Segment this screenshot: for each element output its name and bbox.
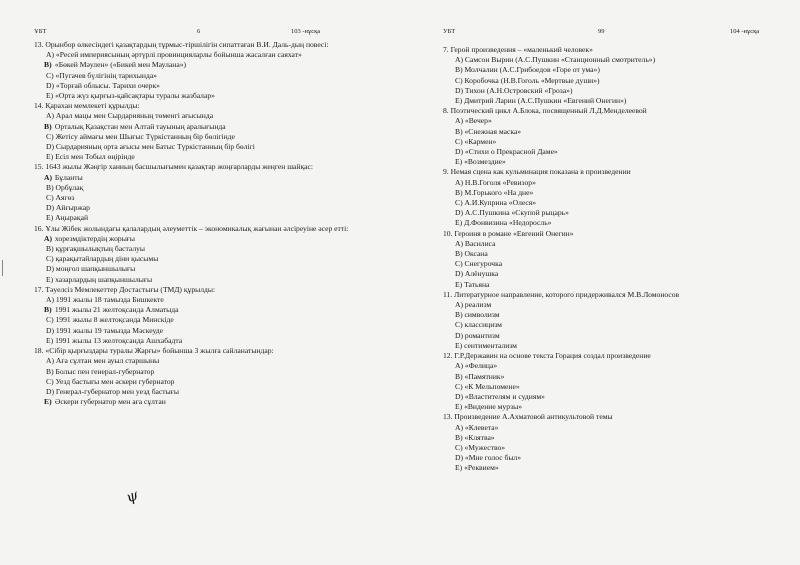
answer-option <box>455 96 783 106</box>
option-text: Е) «Реквием» <box>455 463 499 473</box>
question <box>443 45 783 55</box>
answer-option <box>46 326 374 336</box>
option-text: А) Самсон Вырин (А.С.Пушкин «Станционный смотритель») <box>455 55 656 65</box>
right-header-page-number: 99 <box>598 28 605 35</box>
option-text: С) Жетісу аймағы мен Шығыс Түркістанның бір бөлігінде <box>46 131 235 141</box>
question-number: 17. <box>34 284 44 294</box>
option-text: D) романтизм <box>455 330 500 340</box>
answer-option <box>455 86 783 96</box>
left-header-page-number: 6 <box>197 28 201 35</box>
question-number: 12. <box>443 351 453 361</box>
answer-option <box>455 65 783 75</box>
answer-option <box>46 356 374 366</box>
question <box>443 290 783 300</box>
question-text: Произведение А.Ахматовой антикультовой темы <box>454 412 613 422</box>
option-text: В) Орбұлақ <box>46 182 84 192</box>
question-text: Ұлы Жібек жолындағы қалалардың әлеуметтік – экономикалық жағынан әлсіреуіне әсер етті: <box>45 223 349 233</box>
answer-option <box>46 111 374 121</box>
answer-option-marked <box>44 173 374 183</box>
option-text: D) Айғыржар <box>46 203 90 213</box>
option-text: С) Аягөз <box>46 193 75 203</box>
option-text: Әскери губернатор мен аға сұлтан <box>54 397 166 407</box>
question-number: 16. <box>34 223 44 233</box>
question <box>34 40 374 50</box>
answer-option <box>455 198 783 208</box>
answer-option <box>46 132 374 142</box>
answer-option <box>46 183 374 193</box>
question-number: 7. <box>443 45 449 54</box>
answer-option <box>455 116 783 126</box>
answer-option <box>455 157 783 167</box>
option-text: В) «Снежная маска» <box>455 126 522 136</box>
handwritten-answer-mark: Е) <box>44 397 52 407</box>
answer-option <box>455 127 783 137</box>
answer-option <box>455 147 783 157</box>
question-text: Тәуелсіз Мемлекеттер Достастығы (ТМД) құрылды: <box>45 284 216 294</box>
option-text: С) қарақытайлардың діни қысымы <box>46 254 159 264</box>
option-text: С) Уезд бастығы мен әскери губернатор <box>46 376 175 386</box>
option-text: С) «Кармен» <box>455 136 497 146</box>
option-text: А) 1991 жылы 18 тамызда Бишкекте <box>46 295 164 305</box>
answer-option <box>455 178 783 188</box>
answer-option <box>455 76 783 86</box>
option-text: «Бөкей Мәулен» («Бикей мен Маулана») <box>54 60 187 70</box>
question <box>443 351 783 361</box>
option-text: А) «Клевета» <box>455 422 499 432</box>
option-text: С) «Пугачев бүлігінің тарихында» <box>46 70 157 80</box>
answer-option <box>455 55 783 65</box>
answer-option <box>46 387 374 397</box>
option-text: Е) «Орта жүз қырғыз-қайсақтары туралы жазбалар» <box>46 91 215 101</box>
question-number: 13. <box>443 412 453 422</box>
handwritten-answer-mark: В) <box>44 60 52 70</box>
question <box>34 162 374 172</box>
option-text: D) «Стихи о Прекрасной Даме» <box>455 147 558 157</box>
answer-option <box>455 433 783 443</box>
handwritten-answer-mark: А) <box>44 233 53 243</box>
option-text: Е) «Возмездие» <box>455 157 506 167</box>
option-text: Е) хазарлардың шапқыншылығы <box>46 274 153 284</box>
answer-option <box>46 377 374 387</box>
question <box>34 285 374 295</box>
option-text: 1991 жылы 21 желтоқсанда Алматыда <box>54 305 179 315</box>
option-text: А) Н.В.Гоголя «Ревизор» <box>455 177 536 187</box>
option-text: В) құрғақшылықтың басталуы <box>46 244 146 254</box>
answer-option-marked <box>44 305 374 315</box>
answer-option <box>455 443 783 453</box>
question <box>443 412 783 422</box>
answer-option <box>46 275 374 285</box>
option-text: D) Алёнушка <box>455 269 499 279</box>
option-text: D) «Мне голос был» <box>455 453 522 463</box>
answer-option <box>455 392 783 402</box>
answer-option <box>46 193 374 203</box>
question-number: 14. <box>34 101 44 111</box>
option-text: С) А.И.Куприна «Олеся» <box>455 198 537 208</box>
answer-option <box>455 423 783 433</box>
option-text: Е) Дмитрий Ларин (А.С.Пушкин «Евгений Онегин») <box>455 96 627 106</box>
answer-option <box>46 315 374 325</box>
option-text: Е) сентиментализм <box>455 340 517 350</box>
answer-option-marked <box>44 234 374 244</box>
option-text: В) Оксана <box>455 249 488 259</box>
page-edge-mark <box>2 260 3 276</box>
question-text: 1643 жылы Жәңгір ханның басшылығымен қазақтар жоңғарларды жеңген шайқас: <box>45 162 314 172</box>
option-text: С) классицизм <box>455 320 502 330</box>
answer-option <box>46 213 374 223</box>
right-header-left: УБТ <box>443 28 456 35</box>
answer-option <box>46 142 374 152</box>
option-text: D) «Торғай облысы. Тарихи очерк» <box>46 80 160 90</box>
question <box>443 106 783 116</box>
question-text: «Сібір қырғыздары туралы Жарғы» бойынша 3 жылға сайланатындар: <box>45 346 274 356</box>
option-text: D) Сырдарияның орта ағысы мен Батыс Түркістанның бір бөлігі <box>46 142 255 152</box>
question-text: Қарахан мемлекеті құрылды: <box>45 101 140 111</box>
answer-option <box>46 336 374 346</box>
question-number: 10. <box>443 228 453 238</box>
question-text: Герой произведения – «маленький человек» <box>450 45 593 54</box>
question-number: 13. <box>34 40 44 49</box>
question-text: Орынбор өлкесіндегі қазақтардың тұрмыс-тіршілігін сипаттаған В.И. Даль-дың повесі: <box>45 40 329 49</box>
option-text: С) 1991 жылы 8 желтоқсанда Минскіде <box>46 315 174 325</box>
option-text: В) «Памятник» <box>455 371 505 381</box>
answer-option <box>455 361 783 371</box>
answer-option <box>455 259 783 269</box>
option-text: Е) Татьяна <box>455 279 490 289</box>
option-text: D) моңғол шапқыншылығы <box>46 264 136 274</box>
option-text: D) «Властителям и судиям» <box>455 391 545 401</box>
option-text: D) 1991 жылы 19 тамызда Мәскеуде <box>46 325 164 335</box>
answer-option <box>455 382 783 392</box>
question <box>34 224 374 234</box>
question <box>443 229 783 239</box>
answer-option <box>46 71 374 81</box>
question-number: 11. <box>443 289 453 299</box>
question-number: 18. <box>34 346 44 356</box>
option-text: В) Молчалин (А.С.Грибоедов «Горе от ума») <box>455 65 600 75</box>
answer-option <box>46 295 374 305</box>
question-text: Г.Р.Державин на основе текста Горация создал произведение <box>454 351 651 361</box>
answer-option <box>455 269 783 279</box>
left-question-list <box>34 40 374 407</box>
question-number: 8. <box>443 106 449 116</box>
answer-option <box>455 300 783 310</box>
option-text: А) «Вечер» <box>455 116 492 126</box>
answer-option-marked <box>44 122 374 132</box>
answer-option <box>46 264 374 274</box>
option-text: А) реализм <box>455 300 492 310</box>
option-text: D) А.С.Пушкина «Скупой рыцарь» <box>455 208 569 218</box>
option-text: Е) Аңырақай <box>46 213 89 223</box>
option-text: В) «Клятва» <box>455 432 495 442</box>
right-question-list <box>443 45 783 474</box>
right-page <box>400 0 800 565</box>
option-text: хорезмдіктердің жорығы <box>54 233 136 243</box>
answer-option <box>46 203 374 213</box>
answer-option <box>455 402 783 412</box>
option-text: А) Арал мацы мен Сырдарияның төменгі ағысында <box>46 111 214 121</box>
answer-option <box>46 244 374 254</box>
option-text: А) Василиса <box>455 238 496 248</box>
option-text: С) Снегурочка <box>455 259 503 269</box>
handwritten-answer-mark: В) <box>44 121 52 131</box>
answer-option-marked <box>44 60 374 70</box>
question-text: Поэтический цикл А.Блока, посвященный Л.Д.Менделеевой <box>450 106 647 116</box>
right-header-variant: 104 -нұсқа <box>730 28 760 35</box>
answer-option <box>455 372 783 382</box>
answer-option <box>46 367 374 377</box>
question-text: Немая сцена как кульминация показана в произведении <box>450 167 631 177</box>
option-text: Бұланты <box>54 172 83 182</box>
option-text: D) Генерал-губернатор мен уезд бастығы <box>46 386 179 396</box>
left-header-left: ҰБТ <box>34 28 47 35</box>
option-text: D) Тихон (А.Н.Островский «Гроза») <box>455 85 573 95</box>
answer-option <box>455 453 783 463</box>
option-text: Е) 1991 жылы 13 желтоқсанда Ашхабадта <box>46 335 183 345</box>
question <box>34 346 374 356</box>
answer-option <box>455 208 783 218</box>
answer-option <box>46 254 374 264</box>
answer-option <box>46 81 374 91</box>
left-header-variant: 103 -нұсқа <box>291 28 321 35</box>
option-text: С) «К Мельпомене» <box>455 381 520 391</box>
answer-option <box>455 188 783 198</box>
question-number: 15. <box>34 162 44 172</box>
answer-option <box>455 239 783 249</box>
answer-option <box>455 218 783 228</box>
option-text: С) «Мужество» <box>455 442 506 452</box>
answer-option <box>455 280 783 290</box>
question-text: Героиня в романе «Евгений Онегин» <box>454 228 574 238</box>
handwritten-answer-mark: В) <box>44 305 52 315</box>
answer-option-marked <box>44 397 374 407</box>
answer-option <box>46 91 374 101</box>
option-text: А) «Фелица» <box>455 361 498 371</box>
question-number: 9. <box>443 167 449 177</box>
answer-option <box>455 310 783 320</box>
answer-option <box>46 152 374 162</box>
option-text: В) Болыс пен генерал-губернатор <box>46 366 155 376</box>
question-text: Литературное направление, которого придерживался М.В.Ломоносов <box>454 289 680 299</box>
option-text: С) Коробочка (Н.В.Гоголь «Мертвые души») <box>455 75 600 85</box>
answer-option <box>455 341 783 351</box>
answer-option <box>455 320 783 330</box>
answer-option <box>46 50 374 60</box>
option-text: А) «Ресей империясының әртүрлі провинцияларлы бойынша жасалған саяхат» <box>46 50 302 60</box>
option-text: Е) Д.Фонвизина «Недоросль» <box>455 218 552 228</box>
answer-option <box>455 463 783 473</box>
handwritten-answer-mark: А) <box>44 172 53 182</box>
option-text: Е) «Видение мурзы» <box>455 402 523 412</box>
question <box>34 101 374 111</box>
handwritten-mark: ψ <box>123 485 141 507</box>
answer-option <box>455 249 783 259</box>
option-text: Орталық Қазақстан мен Алтай тауының аралығында <box>54 121 226 131</box>
option-text: Е) Есіл мен Тобыл өңірінде <box>46 152 135 162</box>
option-text: В) М.Горького «На дне» <box>455 187 534 197</box>
answer-option <box>455 137 783 147</box>
answer-option <box>455 331 783 341</box>
option-text: В) символизм <box>455 310 500 320</box>
question <box>443 167 783 177</box>
option-text: А) Аға сұлтан мен ауыл старшыны <box>46 356 160 366</box>
